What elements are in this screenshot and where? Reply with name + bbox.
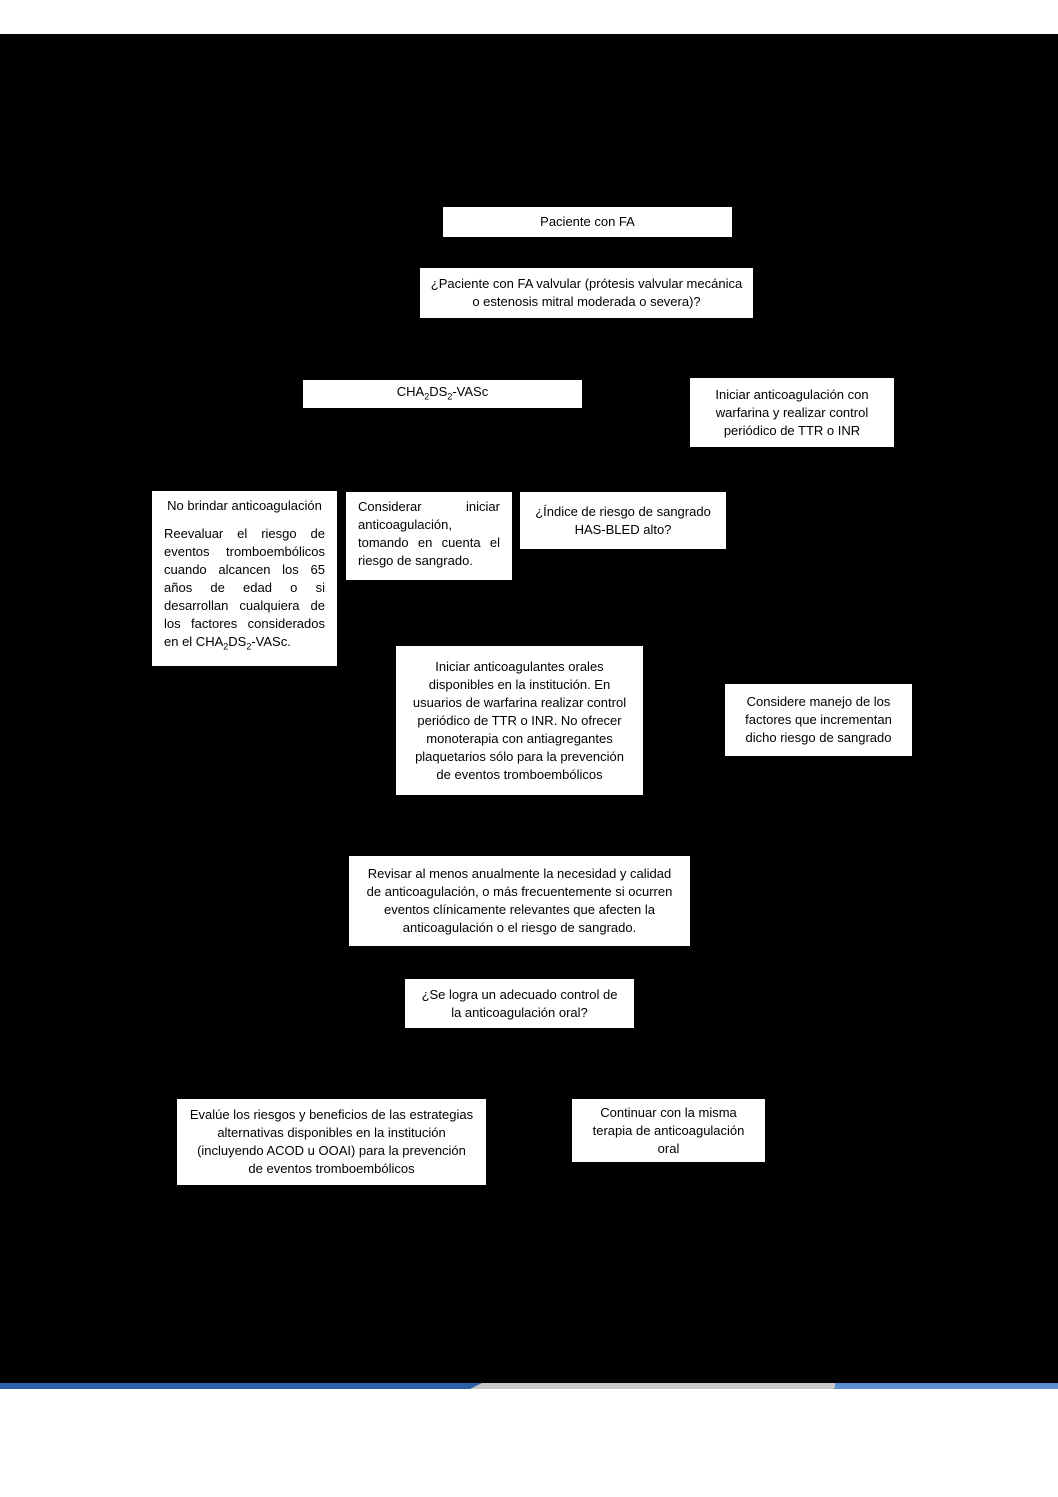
- node-paciente-fa: [443, 207, 732, 237]
- node-control-question-text: ¿Se logra un adecuado control de la anticoagulación oral?: [421, 986, 618, 1020]
- node-fa-valvular-question: [420, 268, 753, 318]
- node-hasbled-question-text: ¿Índice de riesgo de sangrado HAS-BLED alto?: [535, 503, 711, 537]
- node-considerar-text: Considerar iniciar anticoagulación, tomando en cuenta el riesgo de sangrado.: [358, 499, 500, 568]
- footer-stripe-grey: [470, 1383, 845, 1389]
- footer-stripe-light: [835, 1383, 1058, 1389]
- node-continuar: [572, 1099, 765, 1162]
- node-continuar-text: Continuar con la misma terapia de anticoagulación oral: [592, 1104, 745, 1156]
- node-no-anticoagulacion-body: Reevaluar el riesgo de eventos tromboembólicos cuando alcancen los 65 años de edad o si desarrollan cualquiera de los factores considerados en el $CHA_2DS_2$-VASc.: [164, 526, 325, 652]
- node-revisar-text: Revisar al menos anualmente la necesidad y calidad de anticoagulación, o más frecuentemente si ocurren eventos clínicamente relevantes que afecten la anticoagulación o el riesgo de sangrado.: [366, 866, 673, 935]
- node-warfarina-text: Iniciar anticoagulación con warfarina y realizar control periódico de TTR o INR: [715, 386, 869, 438]
- node-hasbled-question: [520, 492, 726, 549]
- node-evalue-text: Evalúe los riesgos y beneficios de las estrategias alternativas disponibles en la institución (incluyendo ACOD u OOAI) para la prevención de eventos tromboembólicos: [189, 1107, 474, 1176]
- node-evalue: [177, 1099, 486, 1185]
- node-no-anticoagulacion-title: No brindar anticoagulación: [167, 498, 322, 513]
- node-cha2ds2-vasc: [303, 380, 582, 408]
- node-fa-valvular-question-text: ¿Paciente con FA valvular (prótesis valvular mecánica o estenosis mitral moderada o severa)?: [430, 276, 743, 309]
- node-revisar: [349, 856, 690, 946]
- footer-stripe: [0, 1383, 1058, 1389]
- node-warfarina: [690, 378, 894, 447]
- node-manejo-factores-text: Considere manejo de los factores que incrementan dicho riesgo de sangrado: [745, 694, 892, 745]
- node-considerar: [346, 492, 512, 580]
- node-manejo-factores: [725, 684, 912, 756]
- node-iniciar-aco-text: Iniciar anticoagulantes orales disponibles en la institución. En usuarios de warfarina realizar control periódico de TTR o INR. No ofrecer monoterapia con antiagregantes plaquetarios sólo para la prevención de eventos tromboembólicos: [412, 658, 627, 782]
- node-paciente-fa-text: Paciente con FA: [540, 214, 635, 229]
- node-iniciar-aco: [396, 646, 643, 795]
- node-cha2ds2-vasc-text: $CHA_2DS_2$-VASc: [396, 383, 489, 402]
- node-control-question: [405, 979, 634, 1028]
- node-no-anticoagulacion: [152, 491, 337, 666]
